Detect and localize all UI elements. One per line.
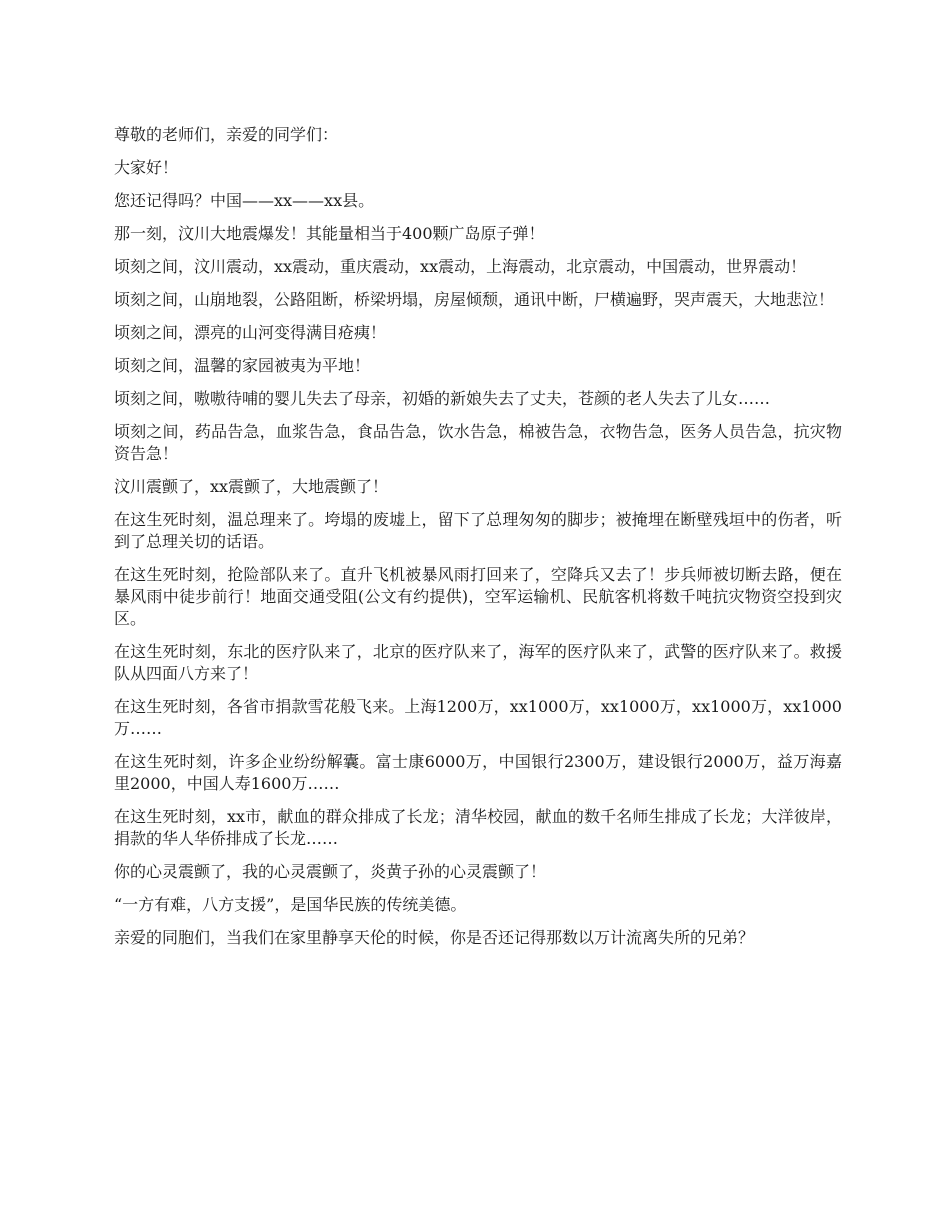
- paragraph: 在这生死时刻，xx市，献血的群众排成了长龙；清华校园，献血的数千名师生排成了长龙；大洋彼岸，捐款的华人华侨排成了长龙……: [114, 807, 842, 848]
- paragraph: 亲爱的同胞们，当我们在家里静享天伦的时候，你是否还记得那数以万计流离失所的兄弟？: [114, 928, 755, 947]
- salutation: 尊敬的老师们，亲爱的同学们：: [114, 125, 339, 144]
- paragraph: 汶川震颤了，xx震颤了，大地震颤了！: [114, 477, 389, 496]
- paragraph: 顷刻之间，温馨的家园被夷为平地！: [114, 356, 371, 375]
- paragraph: 在这生死时刻，抢险部队来了。直升飞机被暴风雨打回来了，空降兵又去了！步兵师被切断去路，便在暴风雨中徒步前行！地面交通受阻(公文有约提供)，空军运输机、民航客机将数千吨抗灾物资空投到灾区。: [114, 565, 842, 628]
- paragraph: “一方有难，八方支援”，是国华民族的传统美德。: [114, 895, 467, 914]
- document-body: [114, 124, 842, 960]
- paragraph: 顷刻之间，漂亮的山河变得满目疮痍！: [114, 323, 387, 342]
- paragraph: 你的心灵震颤了，我的心灵震颤了，炎黄子孙的心灵震颤了！: [114, 862, 547, 881]
- paragraph: 在这生死时刻，东北的医疗队来了，北京的医疗队来了，海军的医疗队来了，武警的医疗队来了。救援队从四面八方来了！: [114, 642, 842, 683]
- paragraph: 顷刻之间，山崩地裂，公路阻断，桥梁坍塌，房屋倾颓，通讯中断，尸横遍野，哭声震天，大地悲泣！: [114, 290, 835, 309]
- paragraph: 那一刻，汶川大地震爆发！其能量相当于400颗广岛原子弹！: [114, 224, 545, 243]
- greeting: 大家好！: [114, 158, 179, 177]
- paragraph: 顷刻之间，药品告急，血浆告急，食品告急，饮水告急，棉被告急，衣物告急，医务人员告急，抗灾物资告急！: [114, 422, 842, 463]
- paragraph: 您还记得吗？中国——xx——xx县。: [114, 191, 375, 210]
- paragraph: 在这生死时刻，温总理来了。垮塌的废墟上，留下了总理匆匆的脚步；被掩埋在断壁残垣中的伤者，听到了总理关切的话语。: [114, 510, 842, 551]
- paragraph: 在这生死时刻，各省市捐款雪花般飞来。上海1200万，xx1000万，xx1000万，xx1000万，xx1000万……: [114, 697, 842, 738]
- paragraph: 顷刻之间，嗷嗷待哺的婴儿失去了母亲，初婚的新娘失去了丈夫，苍颜的老人失去了儿女……: [114, 389, 771, 408]
- paragraph: 顷刻之间，汶川震动，xx震动，重庆震动，xx震动，上海震动，北京震动，中国震动，世界震动！: [114, 257, 807, 276]
- paragraph: 在这生死时刻，许多企业纷纷解囊。富士康6000万，中国银行2300万，建设银行2000万，益万海嘉里2000，中国人寿1600万……: [114, 752, 842, 793]
